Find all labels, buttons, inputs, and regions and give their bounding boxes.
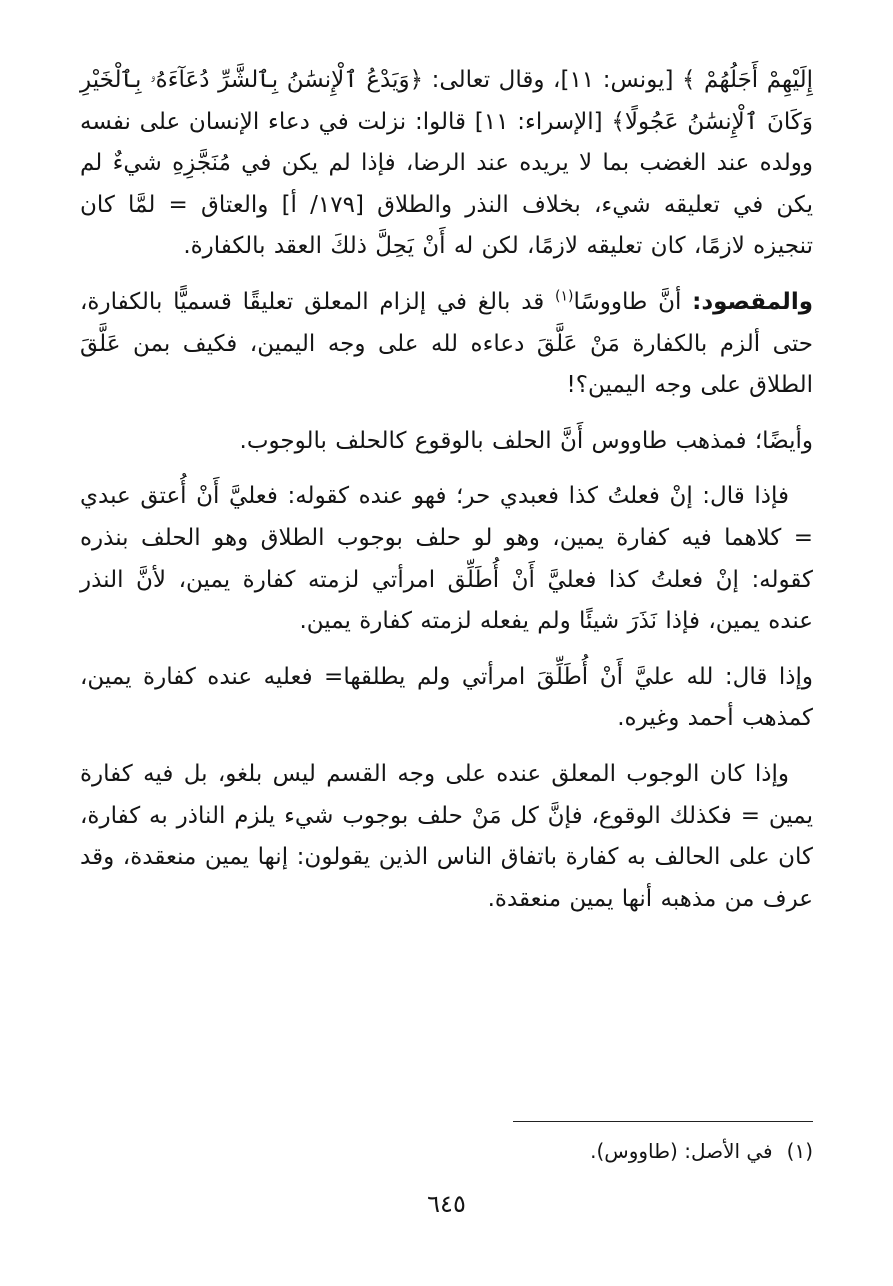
paragraph-1: إِلَيْهِمْ أَجَلُهُمْ ﴾ [يونس: ١١]، وقال تعالى: ﴿وَيَدْعُ ٱلْإِنسَٰنُ بِٱلشَّرِّ دُعَآءَهُۥ بِٱلْخَيْرِ وَكَانَ ٱلْإِنسَٰنُ عَجُولًا﴾ [الإسراء: ١١] قالوا: نزلت في دعاء الإنسان على نفسه وولده عند الغضب بما لا يريده عند الرضا، فإذا لم يكن في مُنَجَّزِهِ شيءٌ لم يكن في تعليقه شيء، بخلاف النذر والطلاق [١٧٩/ أ] والعتاق = لمَّا كان تنجيزه لازمًا، كان تعليقه لازمًا، لكن له أَنْ يَحِلَّ ذلكَ العقد بالكفارة. bbox=[80, 67, 813, 260]
paragraph-6: وإذا كان الوجوب المعلق عنده على وجه القسم ليس بلغو، بل فيه كفارة يمين = فكذلك الوقوع، فإنَّ كل مَنْ حلف بوجوب شيء يلزم الناذر به كفارة، كان على الحالف به كفارة باتفاق الناس الذين يقولون: إنها يمين منعقدة، وقد عرف من مذهبه أنها يمين منعقدة. bbox=[80, 760, 813, 912]
footnote bbox=[80, 1136, 813, 1166]
paragraph-5: وإذا قال: لله عليَّ أَنْ أُطَلِّقَ امرأتي ولم يطلقها= فعليه عنده كفارة يمين، كمذهب أحمد وغيره. bbox=[80, 663, 813, 732]
paragraph-2-part-a: أنَّ طاووسًا bbox=[573, 288, 693, 315]
lead-word: والمقصود: bbox=[692, 288, 813, 315]
paragraph-2 bbox=[80, 282, 813, 407]
footnote-number: (١) bbox=[786, 1139, 813, 1163]
paragraph-3: وأيضًا؛ فمذهب طاووس أَنَّ الحلف بالوقوع كالحلف بالوجوب. bbox=[239, 427, 813, 454]
paragraph-4: فإذا قال: إنْ فعلتُ كذا فعبدي حر؛ فهو عنده كقوله: فعليَّ أَنْ أُعتق عبدي = كلاهما فيه كفارة يمين، وهو لو حلف بوجوب الطلاق وهو الحلف بنذره كقوله: إنْ فعلتُ كذا فعليَّ أَنْ أُطَلِّق امرأتي لزمته كفارة يمين، لأنَّ النذر عنده يمين، فإذا نَذَرَ شيئًا ولم يفعله لزمته كفارة يمين. bbox=[80, 483, 813, 635]
paragraph-2-part-b: قد بالغ في إلزام المعلق تعليقًا قسميًّا بالكفارة، حتى ألزم بالكفارة مَنْ عَلَّقَ دعاءه لله على وجه اليمين، فكيف بمن عَلَّقَ الطلاق على وجه اليمين؟! bbox=[80, 288, 813, 399]
footnote-divider bbox=[513, 1121, 813, 1122]
main-text bbox=[80, 60, 813, 920]
page-number: ٦٤٥ bbox=[427, 1190, 466, 1218]
footnote-text: في الأصل: (طاووس). bbox=[590, 1139, 773, 1163]
footnote-marker[interactable]: (١) bbox=[555, 288, 574, 305]
